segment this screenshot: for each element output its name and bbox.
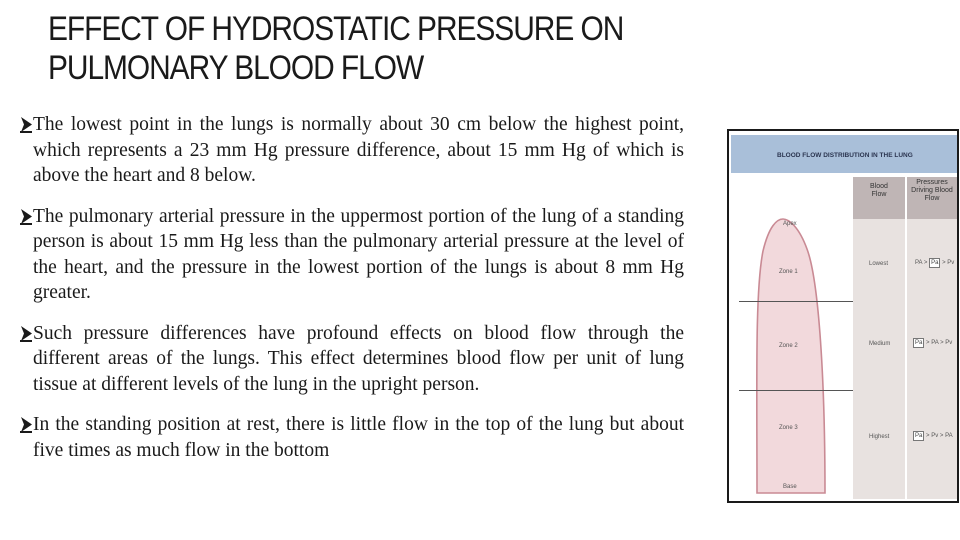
pressure-operator: > [940, 340, 944, 346]
figure-header-title: BLOOD FLOW DISTRIBUTION IN THE LUNG [777, 152, 913, 159]
pressure-term-boxed: Pa [931, 260, 939, 266]
lung-shape [757, 219, 825, 493]
bullet-text: The lowest point in the lungs is normally about 30 cm below the highest point, which represents a 23 mm Hg pressure difference, about 15 mm Hg of which is above the heart and 8 below. [33, 114, 684, 186]
bullet-text: In the standing position at rest, there is little flow in the top of the lung but about five times as much flow in the bottom [33, 414, 684, 461]
zone-1-pressures [915, 258, 954, 268]
column-header-text: Pressures [916, 179, 948, 186]
pressure-term: PA [931, 340, 939, 346]
bullet-item [20, 204, 684, 306]
pressure-term: Pv [945, 340, 953, 346]
zone-3-label: Zone 3 [779, 425, 798, 431]
base-label: Base [783, 484, 797, 490]
zone-3-flow: Highest [869, 434, 890, 440]
arrow-bullet-icon [20, 416, 33, 433]
column-header-text: Blood [870, 183, 888, 190]
column-header-text: Flow [871, 191, 887, 198]
pressure-term: Pv [947, 260, 955, 266]
pressure-term: Pv [931, 433, 939, 439]
zone-3-pressures [913, 431, 953, 441]
pressure-term: PA [915, 260, 923, 266]
zone-1-label: Zone 1 [779, 269, 798, 275]
pressure-term-boxed: Pa [915, 340, 923, 346]
arrow-bullet-icon [20, 208, 33, 225]
pressure-operator: > [926, 340, 930, 346]
bullet-text: Such pressure differences have profound effects on blood flow through the different areas of the lungs. This effect determines blood flow per unit of lung tissue at different levels of the lung in the upright person. [33, 322, 684, 395]
bullet-item [20, 412, 684, 463]
page-title [48, 10, 629, 88]
title-line-2: PULMONARY BLOOD FLOW [48, 49, 424, 87]
pressure-operator: > [939, 433, 944, 439]
bullet-list [20, 112, 684, 478]
pressure-term-boxed: Pa [915, 433, 923, 439]
pressure-operator: > [926, 433, 930, 439]
lung-diagram [729, 131, 957, 501]
column-header-text: Flow [924, 195, 940, 202]
pressure-term: PA [945, 433, 953, 439]
title-line-1: EFFECT OF HYDROSTATIC PRESSURE ON [48, 10, 624, 48]
pressure-operator: > [923, 260, 928, 266]
arrow-bullet-icon [20, 325, 33, 342]
apex-label: Apex [783, 221, 797, 227]
column-header-text: Driving Blood [911, 187, 953, 194]
arrow-bullet-icon [20, 116, 33, 133]
zone-divider-line [739, 301, 853, 302]
zone-divider-line [739, 390, 853, 391]
zone-2-flow: Medium [869, 341, 891, 347]
zone-1-flow: Lowest [869, 261, 889, 267]
zone-2-label: Zone 2 [779, 343, 798, 349]
zone-2-pressures [913, 338, 952, 348]
bullet-item [20, 321, 684, 398]
bullet-item [20, 112, 684, 189]
lung-blood-flow-figure [727, 129, 959, 503]
pressure-operator: > [942, 260, 946, 266]
bullet-text: The pulmonary arterial pressure in the uppermost portion of the lung of a standing person is about 15 mm Hg less than the pulmonary arterial pressure at the level of the heart, and the pressure in the lowest portion of the lungs is about 8 mm Hg greater. [33, 205, 684, 303]
